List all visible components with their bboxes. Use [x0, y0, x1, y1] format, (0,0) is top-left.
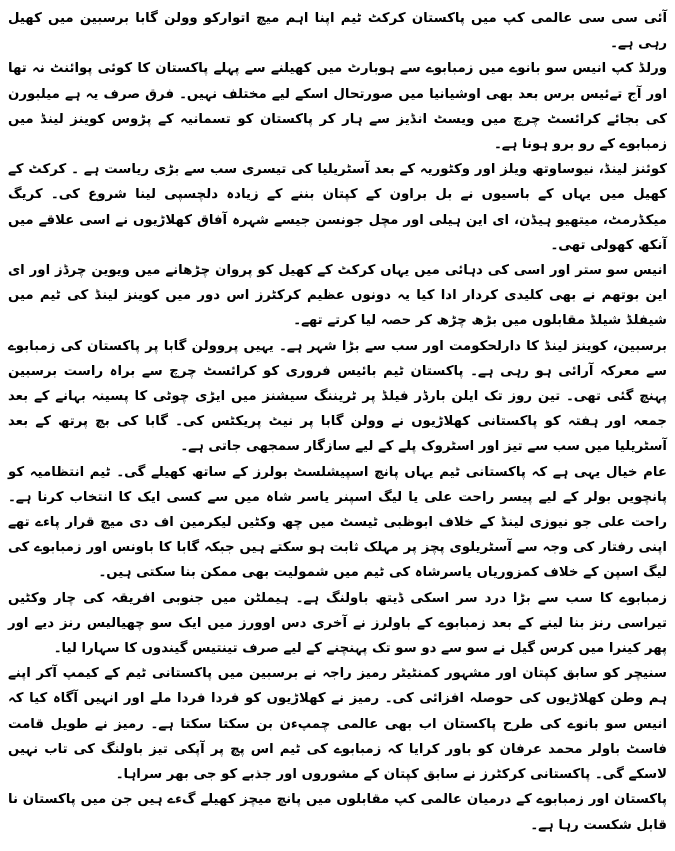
- paragraph-5: برسبین، کوینز لینڈ کا دارلحکومت اور سب سے بڑا شہر ہے۔ یہیں پروولن گابا پر پاکستان کی زمبابوے سے معرکہ آرائی ہو رہی ہے۔ پاکستان ٹیم بائیس فروری کو کرائسٹ چرچ سے براہ راست برسبین پہنچ گئی تھی۔ تین روز تک ایلن بارڈر فیلڈ پر ٹریننگ سیشنز میں ایڑی چوٹی کا پسینہ بہانے کے بعد جمعہ اور ہفتہ کو پاکستانی کھلاڑیوں نے وولن گابا پر نیٹ پریکٹس کی۔ گابا کی بچ پرتھ کے بعد آسٹریلیا میں سب سے تیز اور اسٹروک پلے کے لیے سازگار سمجھی جاتی ہے۔: [8, 338, 667, 455]
- paragraph-6: عام خیال یہی ہے کہ پاکستانی ٹیم یہاں پانچ اسپیشلسٹ بولرز کے ساتھ کھیلے گی۔ ٹیم انتظامیہ کو پانچویں بولر کے لیے پیسر راحت علی یا لیگ اسپنر یاسر شاہ میں سے کسی ایک کا انتخاب کرنا ہے۔ راحت علی جو نیوزی لینڈ کے خلاف ابوظبی ٹیسٹ میں چھ وکٹیں لیکرمین اف دی میچ قرار پاءے تھے اپنی رفتار کی وجہ سے آسٹریلوی پچز پر مہلک ثابت ہو سکتے ہیں جبکہ گابا کا باونس اور زمبابوے کی لیگ اسپن کے خلاف کمزوریاں یاسرشاہ کی ٹیم میں شمولیت بھی ممکن بنا سکتی ہیں۔: [8, 464, 667, 581]
- paragraph-2: ورلڈ کپ انیس سو بانوے میں زمبابوے سے ہوبارٹ میں کھیلنے سے پہلے پاکستان کا کوئی پوائنٹ نہ تھا اور آج تےئیس برس بعد بھی اوشیانیا میں صورتحال اسکے لیے مختلف نہیں۔ فرق صرف یہ ہے میلبورن کی بجائے کرائسٹ چرچ میں ویسٹ انڈیز سے ہار کر پاکستان کو تسمانیہ کے پڑوس کوینز لینڈ میں زمبابوے کے رو برو ہونا ہے۔: [8, 61, 667, 153]
- paragraph-1: آئی سی سی عالمی کپ میں پاکستان کرکٹ ٹیم اپنا اہم میچ اتوارکو وولن گابا برسبین میں کھیل رہی ہے۔: [8, 11, 667, 52]
- paragraph-3: کوئنز لینڈ، نیوساوتھ ویلز اور وکٹوریہ کے بعد آسٹریلیا کی تیسری سب سے بڑی ریاست ہے ۔ کرکٹ کے کھیل میں یہاں کے باسیوں نے بل براون کے کپتان بننے کے زیادہ دلچسپی لینا شروع کی۔ کریگ میکڈرمٹ، میتھیو ہیڈن، ای این ہیلی اور مچل جونسن جیسے شہرہ آفاق کھلاڑیوں نے اسی علاقے میں آنکھ کھولی تھی۔: [8, 162, 667, 253]
- paragraph-9: پاکستان اور زمبابوے کے درمیان عالمی کپ مقابلوں میں پانچ میچز کھیلے گءے ہیں جن میں پاکستان نا قابل شکست رہا ہے۔: [8, 792, 667, 833]
- paragraph-4: انیس سو ستر اور اسی کی دہائی میں یہاں کرکٹ کے کھیل کو پروان چڑھانے میں ویوین چرڈز اور ای این بوتھم نے بھی کلیدی کردار ادا کیا یہ دونوں عظیم کرکٹرز اس دور میں کوینز لینڈ کی ٹیم میں شیفلڈ شیلڈ مقابلوں میں بڑھ چڑھ کر حصہ لیا کرتے تھے۔: [8, 263, 667, 329]
- paragraph-7: زمبابوے کا سب سے بڑا درد سر اسکی ڈیتھ باولنگ ہے۔ ہیملٹن میں جنوبی افریقہ کی چار وکٹیں تیراسی رنز بنا لینے کے بعد زمبابوے کے باولرز نے آخری دس اوورز میں ایک سو چھیالیس رنز دیے اور پھر کینرا میں کرس گیل نے سو سے دو سو تک پہنچنے کے لیے صرف تینتیس گیندوں کا سہارا لیا۔: [8, 590, 667, 657]
- paragraph-8: سنیچر کو سابق کپتان اور مشہور کمنٹیٹر رمیز راجہ نے برسبین میں پاکستانی ٹیم کے کیمپ آکر اپنے ہم وطن کھلاڑیوں کی حوصلہ افزائی کی۔ رمیز نے کھلاڑیوں کو فردا فردا ملے اور انہیں آگاہ کیا کہ انیس سو بانوے کی طرح پاکستان اب بھی عالمی چمپءن بن سکتا سکتا ہے۔ رمیز نے طویل قامت فاسٹ باولر محمد عرفان کو باور کرایا کہ زمبابوے کی ٹیم اس پچ پر آپکی تیز باولنگ کی تاب نہیں لاسکے گی۔ پاکستانی کرکٹرز نے سابق کپتان کے مشوروں اور جذبے کو جی بھر سراہا۔: [8, 666, 667, 783]
